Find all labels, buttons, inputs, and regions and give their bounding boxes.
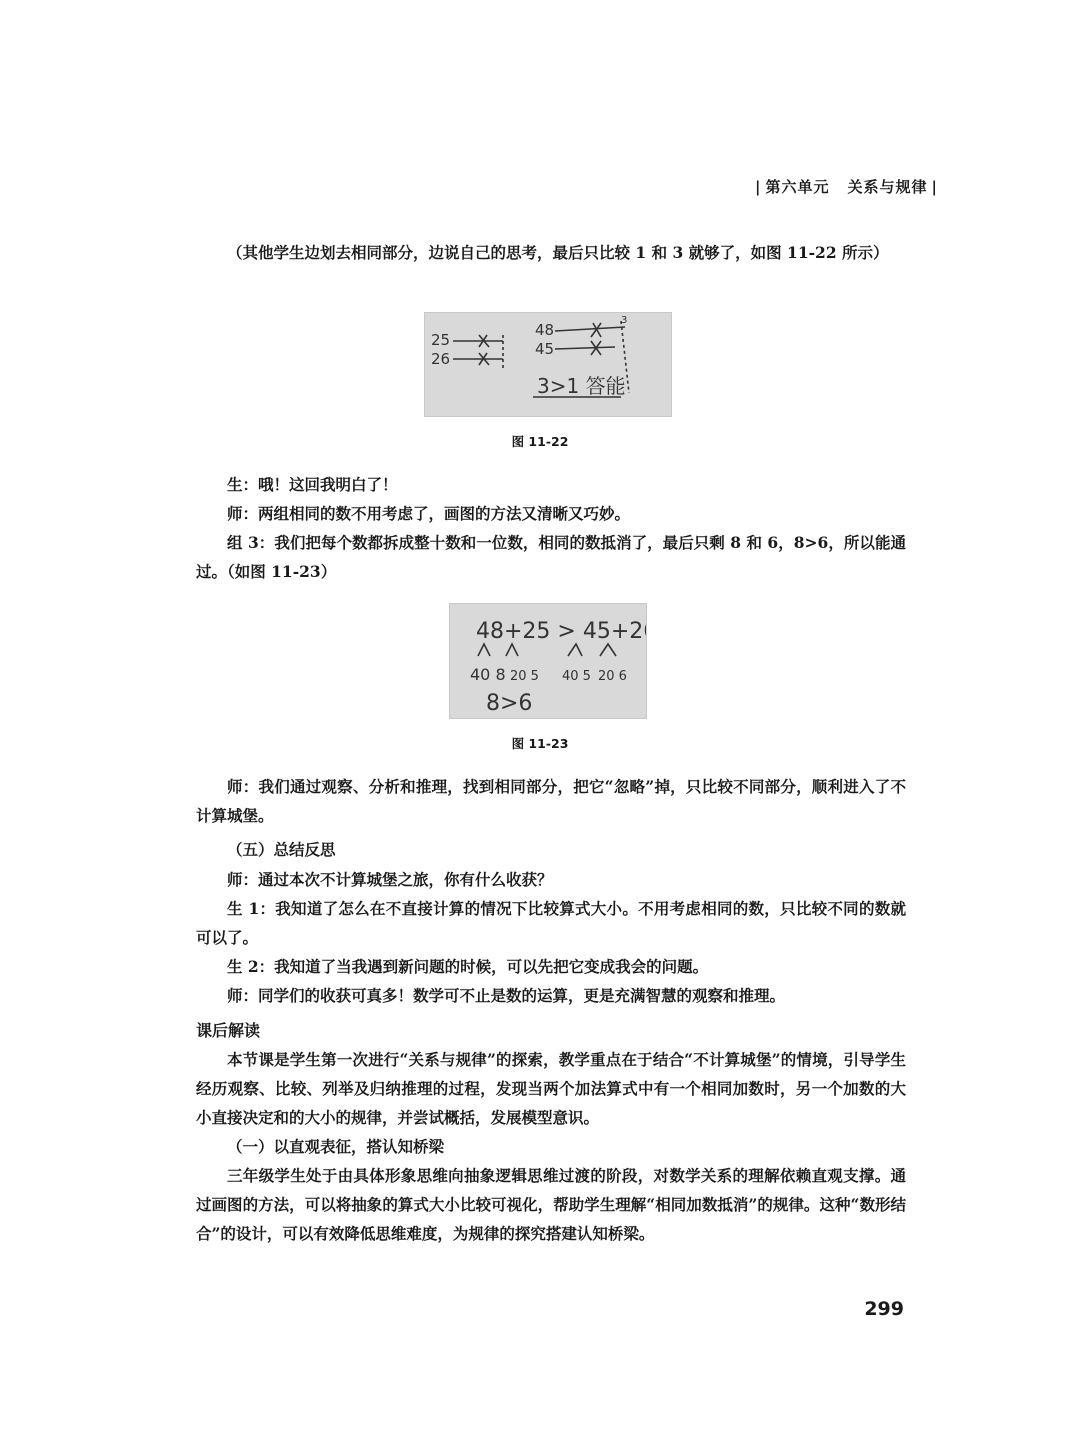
after-class-subheading: （一）以直观表征，搭认知桥梁 — [227, 1137, 445, 1156]
dialogue-line: 组 3：我们把每个数都拆成整十数和一位数，相同的数抵消了，最后只剩 8 和 6，8>6，所以能通过。（如图 11-23） — [196, 533, 906, 581]
hand-25: 25 — [431, 331, 451, 349]
hand-48: 48 — [535, 321, 555, 339]
figure-11-22-photo — [424, 312, 672, 417]
section-five — [196, 836, 906, 1010]
after-class-section — [196, 1016, 906, 1248]
paragraph: （其他学生边划去相同部分，边说自己的思考，最后只比较 1 和 3 就够了，如图 11-22 所示） — [227, 243, 889, 262]
handwriting-sketch-1 — [425, 313, 671, 416]
dialogue-line: 生：哦！这回我明白了！ — [227, 475, 398, 494]
after-class-heading: 课后解读 — [196, 1021, 261, 1040]
header-bar-right: | — [931, 178, 938, 196]
hand-26: 26 — [431, 350, 451, 368]
dialogue-line: 生 1：我知道了怎么在不直接计算的情况下比较算式大小。不用考虑相同的数，只比较不同的数就可以了。 — [196, 899, 906, 947]
unit-label: 第六单元 — [765, 178, 830, 196]
unit-title: 关系与规律 — [847, 178, 928, 196]
dialogue-line: 师：两组相同的数不用考虑了，画图的方法又清晰又巧妙。 — [227, 504, 631, 523]
section-title: （五）总结反思 — [227, 841, 336, 859]
handwriting-sketch-2 — [450, 604, 646, 718]
hand-answer: 3>1 答能 — [537, 374, 626, 398]
hand-45: 45 — [535, 340, 555, 358]
dialogue-line: 师：同学们的收获可真多！数学可不止是数的运算，更是充满智慧的观察和推理。 — [227, 986, 786, 1005]
dialogue-line: 师：通过本次不计算城堡之旅，你有什么收获？ — [227, 870, 553, 889]
figure-11-23-photo — [449, 603, 647, 719]
dialogue-block-2 — [196, 772, 906, 830]
running-head — [751, 176, 942, 197]
hand-split-c: 40 5 — [562, 669, 591, 684]
intro-paragraph — [196, 238, 906, 267]
dialogue-line: 生 2：我知道了当我遇到新问题的时候，可以先把它变成我会的问题。 — [227, 957, 709, 976]
page-number: 299 — [864, 1298, 904, 1320]
header-bar-left: | — [755, 178, 762, 196]
hand-split-a: 40 8 — [470, 665, 506, 684]
figure-11-23-caption: 图 11-23 — [511, 736, 569, 751]
figure-11-22-caption: 图 11-22 — [511, 434, 569, 449]
after-class-paragraph-2: 三年级学生处于由具体形象思维向抽象逻辑思维过渡的阶段，对数学关系的理解依赖直观支撑。通过画图的方法，可以将抽象的算式大小比较可视化，帮助学生理解“相同加数抵消”的规律。这种“数形结合”的设计，可以有效降低思维难度，为规律的探究搭建认知桥梁。 — [196, 1166, 906, 1243]
hand-result: 8>6 — [486, 691, 533, 716]
hand-expression: 48+25 > 45+26 — [476, 619, 646, 644]
dialogue-block-1 — [196, 470, 906, 586]
hand-split-b: 20 5 — [510, 669, 539, 684]
dialogue-line: 师：我们通过观察、分析和推理，找到相同部分，把它“忽略”掉，只比较不同部分，顺利进入了不计算城堡。 — [196, 777, 906, 825]
hand-3: 3 — [621, 315, 628, 326]
hand-split-d: 20 6 — [598, 669, 627, 684]
after-class-paragraph: 本节课是学生第一次进行“关系与规律”的探索，教学重点在于结合“不计算城堡”的情境，引导学生经历观察、比较、列举及归纳推理的过程，发现当两个加法算式中有一个相同加数时，另一个加数的大小直接决定和的大小的规律，并尝试概括，发展模型意识。 — [196, 1050, 906, 1127]
